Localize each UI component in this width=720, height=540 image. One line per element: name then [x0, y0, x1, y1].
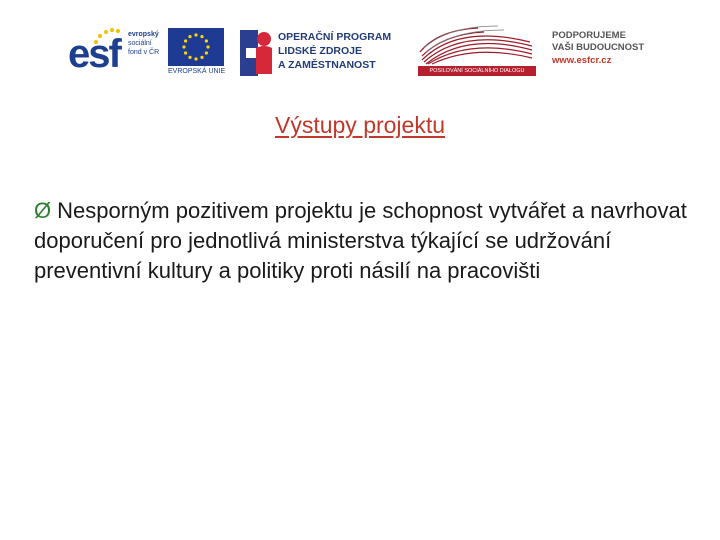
eu-star	[184, 51, 187, 54]
eu-star	[182, 45, 185, 48]
esf-logo	[68, 28, 164, 78]
eu-star	[194, 33, 197, 36]
esf-url: www.esfcr.cz	[552, 55, 612, 66]
social-dialogue-logo	[418, 22, 536, 78]
bullet-item	[34, 196, 694, 286]
slogan-line-2: VAŠI BUDOUCNOST	[552, 42, 645, 53]
support-slogan	[552, 30, 702, 80]
dialogue-caption: POSILOVÁNÍ SOCIÁLNÍHO DIALOGU	[418, 66, 536, 76]
logo-bar	[0, 0, 720, 90]
esf-wordmark: esf	[68, 32, 120, 76]
bullet-text: Nesporným pozitivem projektu je schopnost vytvářet a navrhovat doporučení pro jednotlivá ministerstva týkající se udržování preventivní kultury a politiky proti násilí na pracovišti	[34, 198, 687, 283]
op-lzz-text: OPERAČNÍ PROGRAM LIDSKÉ ZDROJE A ZAMĚSTNANOST	[278, 31, 392, 71]
eu-star	[206, 45, 209, 48]
eu-caption: EVROPSKÁ UNIE	[168, 68, 226, 75]
slide-title	[0, 112, 720, 139]
slogan-line-1: PODPORUJEME	[552, 30, 626, 41]
eu-star	[184, 39, 187, 42]
dialogue-arcs-icon	[418, 22, 536, 66]
eu-star	[194, 57, 197, 60]
eu-star	[200, 56, 203, 59]
eu-flag-icon	[168, 28, 224, 66]
op-lzz-logo	[240, 28, 410, 80]
person-icon	[240, 30, 274, 76]
esf-caption: evropský sociální fond v ČR	[128, 31, 160, 56]
eu-star	[205, 39, 208, 42]
eu-logo	[168, 28, 224, 78]
eu-star	[188, 56, 191, 59]
eu-star	[188, 35, 191, 38]
eu-star	[205, 51, 208, 54]
eu-star	[200, 35, 203, 38]
arrow-bullet-icon: Ø	[34, 198, 52, 223]
slide-title-text: Výstupy projektu	[274, 112, 446, 138]
